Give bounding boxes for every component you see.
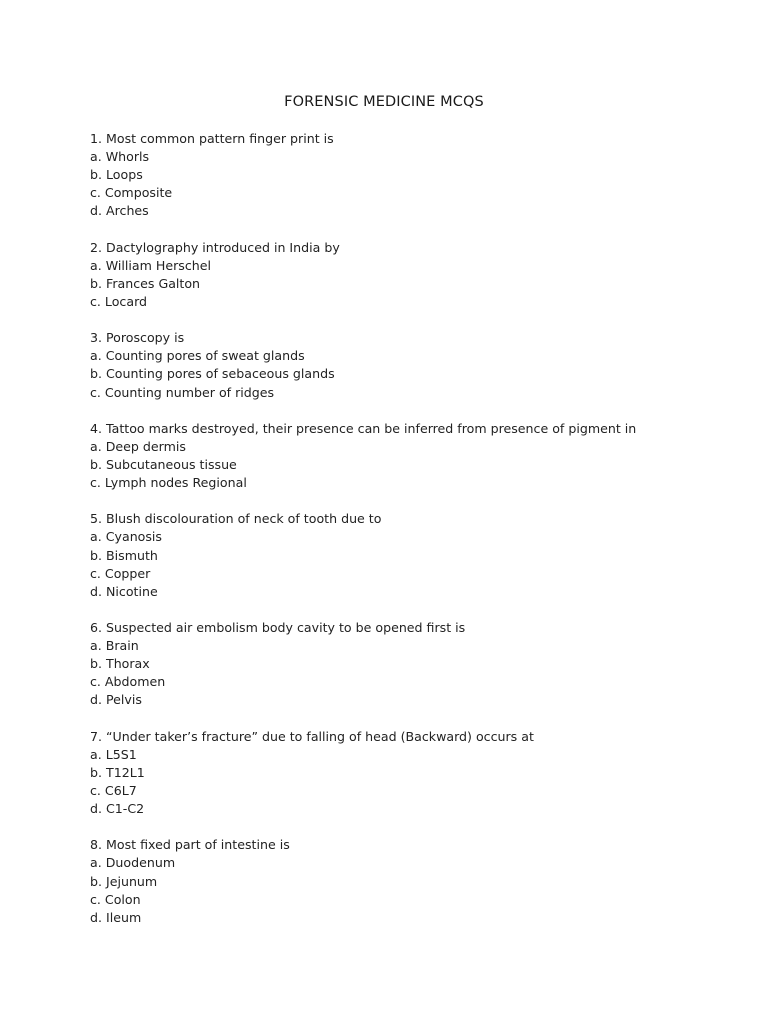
question-stem: 2. Dactylography introduced in India by xyxy=(90,239,340,255)
answer-option: d. Arches xyxy=(90,203,149,219)
answer-option: a. L5S1 xyxy=(90,746,137,762)
answer-option: d. Nicotine xyxy=(90,583,158,599)
answer-option: b. Bismuth xyxy=(90,547,158,563)
question-list xyxy=(90,130,750,945)
question-5 xyxy=(90,510,750,600)
answer-option: a. Counting pores of sweat glands xyxy=(90,348,305,364)
answer-option: c. Copper xyxy=(90,565,151,581)
answer-option: d. C1-C2 xyxy=(90,801,145,817)
answer-option: a. Duodenum xyxy=(90,855,176,871)
answer-option: c. Colon xyxy=(90,891,141,907)
document-title: FORENSIC MEDICINE MCQS xyxy=(284,94,484,110)
answer-option: a. Cyanosis xyxy=(90,529,162,545)
answer-option: a. Brain xyxy=(90,638,139,654)
answer-option: c. Composite xyxy=(90,185,173,201)
question-2 xyxy=(90,239,750,311)
answer-option: b. Counting pores of sebaceous glands xyxy=(90,366,335,382)
question-stem: 4. Tattoo marks destroyed, their presence can be inferred from presence of pigment in xyxy=(90,420,637,436)
answer-option: b. T12L1 xyxy=(90,764,145,780)
answer-option: a. Whorls xyxy=(90,149,150,165)
answer-option: b. Loops xyxy=(90,167,143,183)
question-stem: 7. “Under taker’s fracture” due to falling of head (Backward) occurs at xyxy=(90,728,534,744)
answer-option: b. Subcutaneous tissue xyxy=(90,456,237,472)
question-6 xyxy=(90,619,750,709)
question-8 xyxy=(90,836,750,926)
question-7 xyxy=(90,728,750,818)
question-stem: 6. Suspected air embolism body cavity to be opened first is xyxy=(90,620,466,635)
question-stem: 5. Blush discolouration of neck of tooth due to xyxy=(90,511,382,527)
answer-option: b. Thorax xyxy=(90,656,150,672)
answer-option: b. Jejunum xyxy=(90,873,158,889)
question-4 xyxy=(90,420,750,492)
answer-option: b. Frances Galton xyxy=(90,275,201,291)
answer-option: d. Ileum xyxy=(90,909,142,925)
answer-option: d. Pelvis xyxy=(90,692,142,708)
question-1 xyxy=(90,130,750,220)
answer-option: c. Locard xyxy=(90,293,148,309)
answer-option: c. Lymph nodes Regional xyxy=(90,475,247,491)
answer-option: c. C6L7 xyxy=(90,782,137,798)
question-stem: 8. Most fixed part of intestine is xyxy=(90,837,290,853)
question-3 xyxy=(90,329,750,401)
answer-option: a. Deep dermis xyxy=(90,438,186,454)
answer-option: c. Abdomen xyxy=(90,674,166,690)
answer-option: a. William Herschel xyxy=(90,257,211,273)
question-stem: 3. Poroscopy is xyxy=(90,330,185,346)
answer-option: c. Counting number of ridges xyxy=(90,384,275,400)
question-stem: 1. Most common pattern finger print is xyxy=(90,131,334,146)
